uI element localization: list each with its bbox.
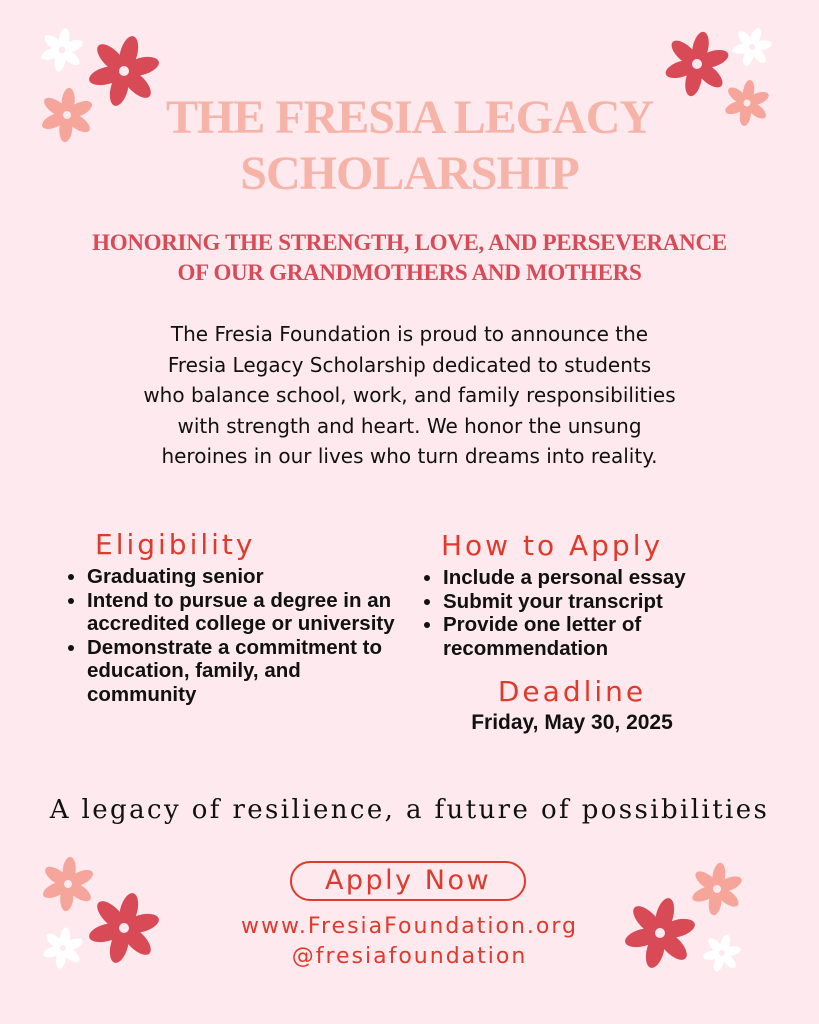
eligibility-section <box>65 528 405 706</box>
list-item: • Provide one letter of recommendation <box>443 613 731 660</box>
list-item: • Include a personal essay <box>443 566 731 590</box>
intro-line: heroines in our lives who turn dreams into reality. <box>161 444 658 468</box>
list-item: • Demonstrate a commitment to education, family, and community <box>87 636 405 707</box>
intro-line: who balance school, work, and family responsibilities <box>143 383 676 407</box>
social-handle[interactable]: @fresiafoundation <box>291 944 528 969</box>
deadline-heading: Deadline <box>497 675 647 708</box>
apply-now-button[interactable]: Apply Now <box>290 861 526 901</box>
intro-line: with strength and heart. We honor the unsung <box>177 413 642 438</box>
flower-icon <box>717 889 718 890</box>
flower-icon <box>68 884 69 885</box>
how-to-apply-heading: How to Apply <box>441 529 664 562</box>
tagline: A legacy of resilience, a future of possibilities <box>49 795 770 825</box>
intro-line: The Fresia Foundation is proud to announce the <box>170 322 649 346</box>
title-line-1: THE FRESIA LEGACY <box>165 91 654 144</box>
flower-icon <box>752 47 753 48</box>
title-line-2: SCHOLARSHIP <box>240 147 579 200</box>
eligibility-list <box>65 565 405 706</box>
deadline-date: Friday, May 30, 2025 <box>471 711 673 734</box>
how-to-apply-section <box>421 529 731 660</box>
deadline-section <box>432 675 712 735</box>
subtitle-line-1: HONORING THE STRENGTH, LOVE, AND PERSEVERANCE <box>92 230 727 255</box>
page-subtitle <box>0 228 819 288</box>
flower-icon <box>124 71 125 72</box>
subtitle-line-2: OF OUR GRANDMOTHERS AND MOTHERS <box>177 260 642 285</box>
intro-line: Fresia Legacy Scholarship dedicated to students <box>167 352 652 377</box>
how-to-apply-list <box>421 566 731 660</box>
flower-icon <box>62 50 63 51</box>
website-link[interactable]: www.FresiaFoundation.org <box>240 914 579 939</box>
intro-paragraph <box>70 319 749 472</box>
list-item: • Graduating senior <box>87 565 405 589</box>
page-title <box>0 90 819 202</box>
list-item: • Submit your transcript <box>443 590 731 614</box>
list-item: • Intend to pursue a degree in an accredited college or university <box>87 589 405 636</box>
flower-icon <box>697 64 698 65</box>
eligibility-heading: Eligibility <box>95 528 256 561</box>
